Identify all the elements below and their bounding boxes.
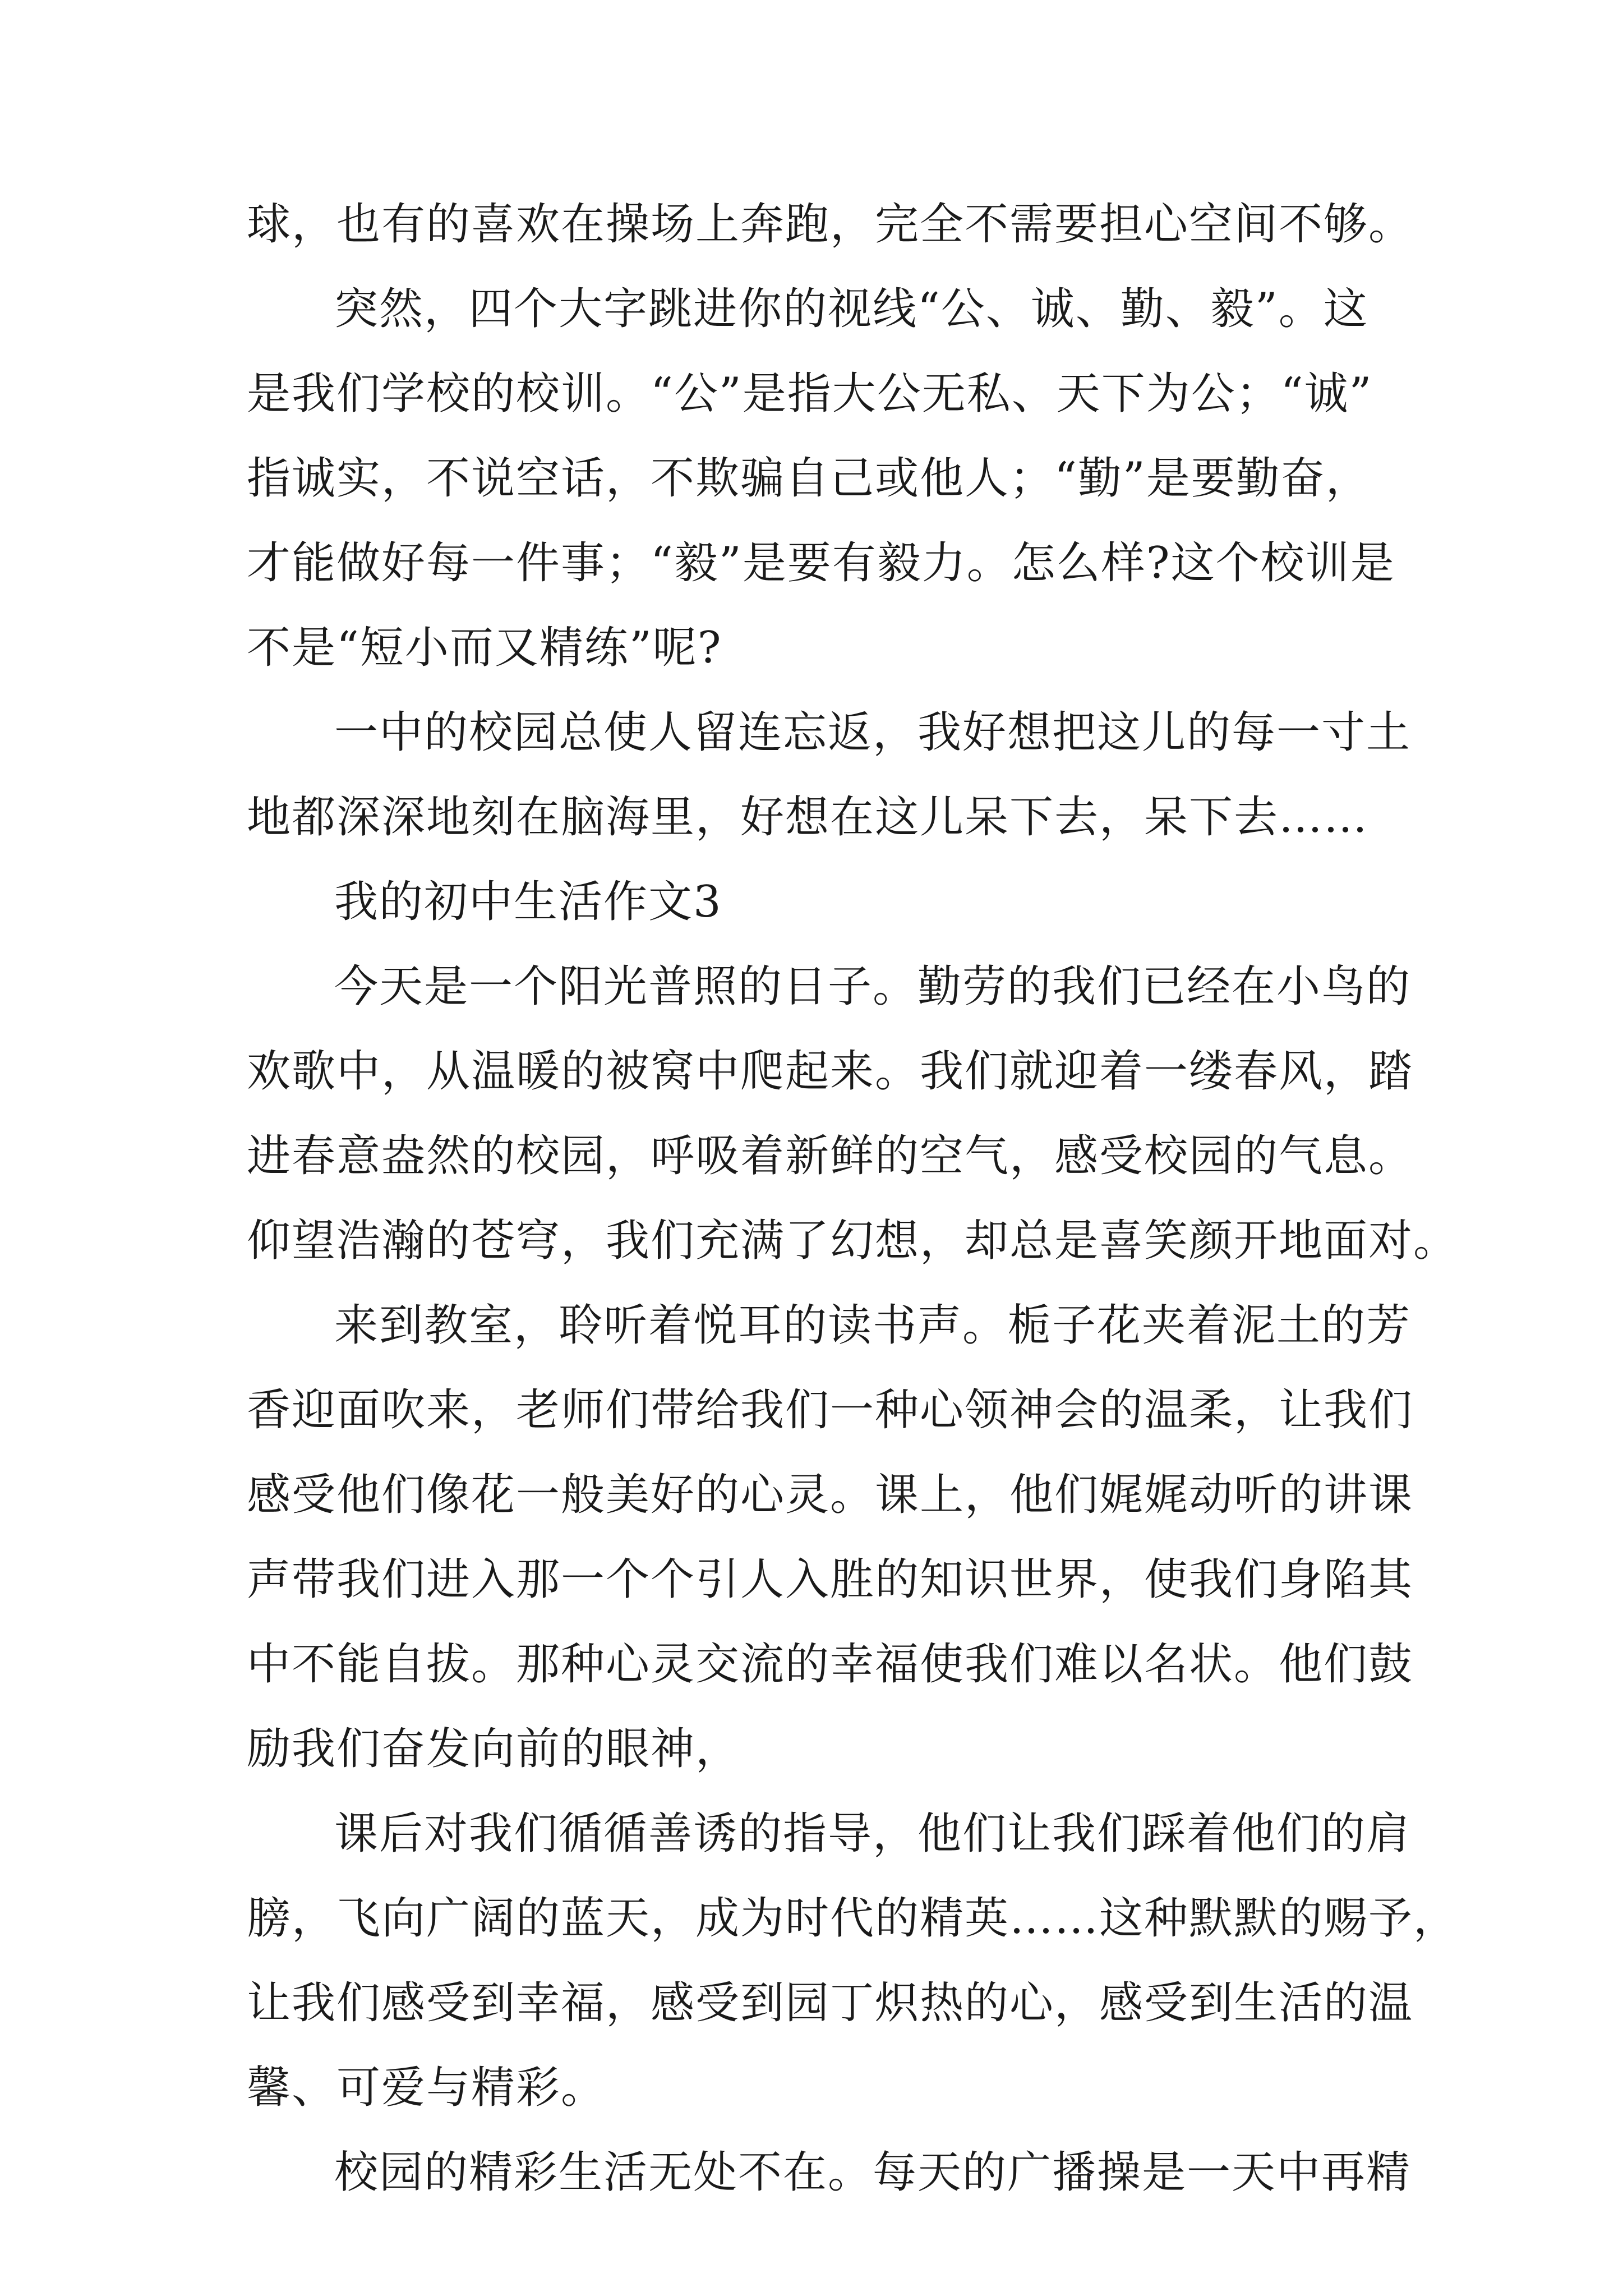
- text-line: 励我们奋发向前的眼神，: [247, 1724, 741, 1774]
- text-line: 不是“短小而又精练”呢?: [247, 623, 722, 673]
- text-line: 香迎面吹来，老师们带给我们一种心领神会的温柔，让我们: [247, 1385, 1414, 1435]
- paragraph-start: 课后对我们循循善诱的指导，他们让我们踩着他们的肩: [334, 1809, 1412, 1859]
- text-line: 才能做好每一件事；“毅”是要有毅力。怎么样?这个校训是: [247, 538, 1395, 588]
- text-line: 馨、可爱与精彩。: [247, 2063, 606, 2113]
- document-body: [247, 199, 1459, 2235]
- paragraph-start: 一中的校园总使人留连忘返，我好想把这儿的每一寸土: [334, 707, 1412, 758]
- paragraph-start: 突然，四个大字跳进你的视线“公、诚、勤、毅”。这: [334, 284, 1368, 334]
- text-line: 球，也有的喜欢在操场上奔跑，完全不需要担心空间不够。: [247, 199, 1414, 250]
- text-line: 仰望浩瀚的苍穹，我们充满了幻想，却总是喜笑颜开地面对。: [247, 1216, 1459, 1266]
- text-line: 中不能自拔。那种心灵交流的幸福使我们难以名状。他们鼓: [247, 1639, 1414, 1690]
- text-line: 感受他们像花一般美好的心灵。课上，他们娓娓动听的讲课: [247, 1470, 1414, 1520]
- text-line: 欢歌中，从温暖的被窝中爬起来。我们就迎着一缕春风，踏: [247, 1046, 1414, 1097]
- text-line: 指诚实，不说空话，不欺骗自己或他人；“勤”是要勤奋，: [247, 453, 1371, 504]
- text-line: 进春意盎然的校园，呼吸着新鲜的空气，感受校园的气息。: [247, 1131, 1414, 1181]
- text-line: 膀，飞向广阔的蓝天，成为时代的精英……这种默默的赐予，: [247, 1893, 1459, 1944]
- text-line: 让我们感受到幸福，感受到园丁炽热的心，感受到生活的温: [247, 1978, 1414, 2028]
- text-line: 是我们学校的校训。“公”是指大公无私、天下为公；“诚”: [247, 369, 1373, 419]
- paragraph-start: 来到教室，聆听着悦耳的读书声。栀子花夹着泥土的芳: [334, 1300, 1412, 1351]
- text-line: 声带我们进入那一个个引人入胜的知识世界，使我们身陷其: [247, 1554, 1414, 1605]
- text-line: 地都深深地刻在脑海里，好想在这儿呆下去，呆下去……: [247, 792, 1369, 843]
- section-heading: 我的初中生活作文3: [334, 877, 722, 927]
- paragraph-start: 今天是一个阳光普照的日子。勤劳的我们已经在小鸟的: [334, 961, 1412, 1012]
- paragraph-start: 校园的精彩生活无处不在。每天的广播操是一天中再精: [334, 2147, 1412, 2198]
